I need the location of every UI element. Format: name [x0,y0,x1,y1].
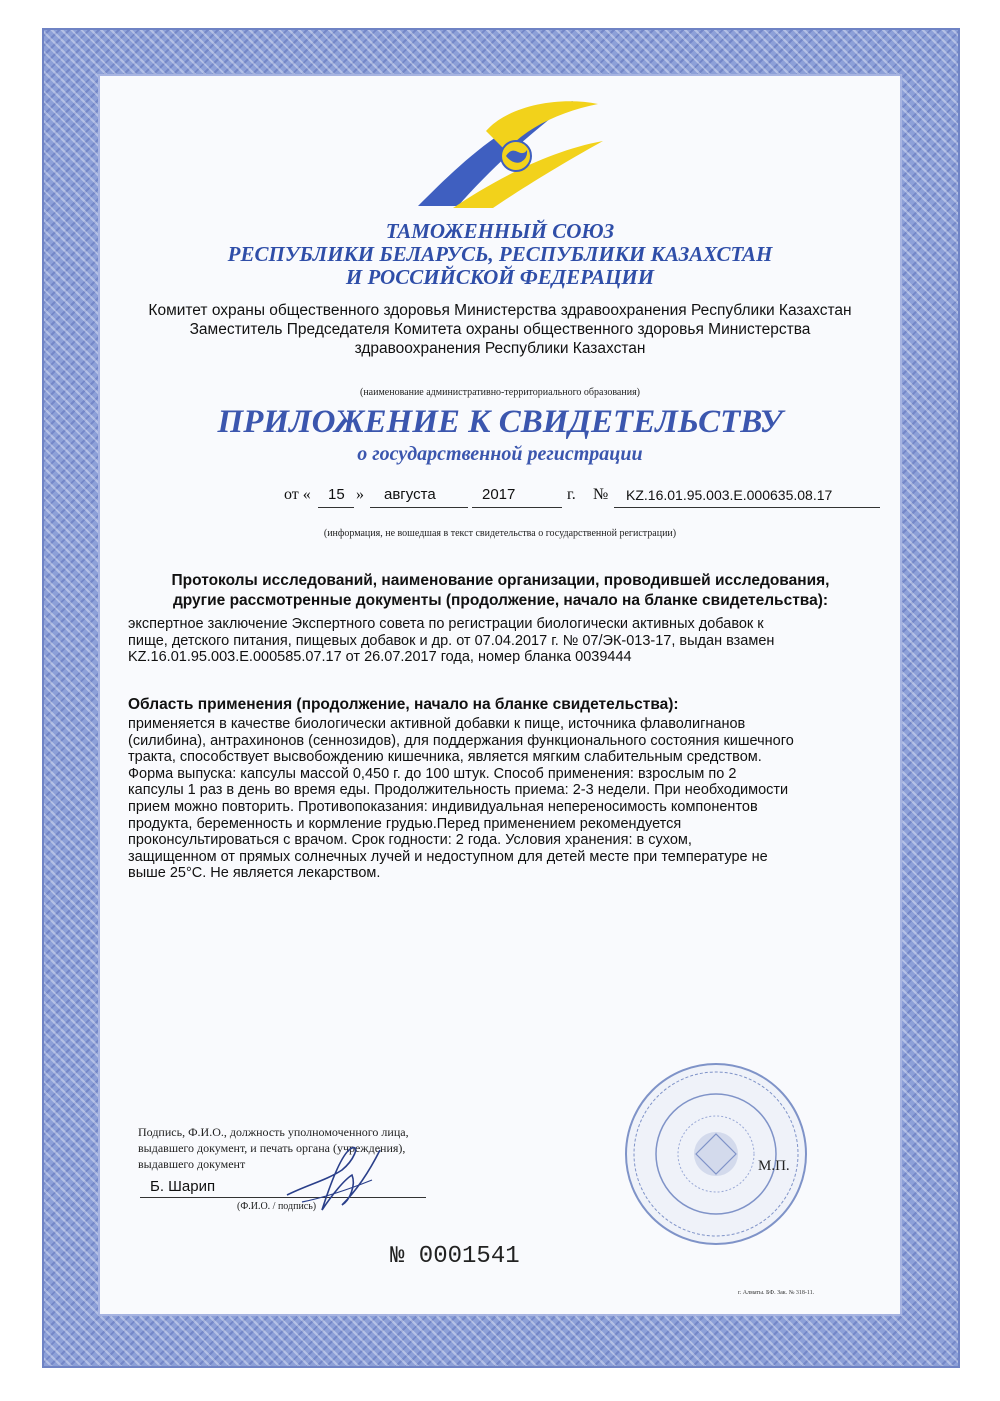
seal-place-label: М.П. [758,1158,790,1174]
union-title-line1: ТАМОЖЕННЫЙ СОЮЗ [385,219,615,243]
number-sign: № [593,486,609,503]
signer-name: Б. Шарип [150,1178,216,1195]
page-title: ПРИЛОЖЕНИЕ К СВИДЕТЕЛЬСТВУ [217,404,783,440]
signer-caption: (Ф.И.О. / подпись) [237,1201,317,1212]
registration-number: KZ.16.01.95.003.E.000635.08.17 [626,487,833,503]
text-line: проконсультироваться с врачом. Срок годности: 2 года. Условия хранения: в сухом, [128,832,692,849]
date-year: 2017 [482,486,516,503]
date-prefix: от « [284,486,311,503]
protocols-heading-line2: другие рассмотренные документы (продолжение, начало на бланке свидетельства): [172,592,829,609]
text-line: KZ.16.01.95.003.E.000585.07.17 от 26.07.2017 года, номер бланка 0039444 [128,649,632,666]
official-seal-stamp-icon [622,1060,810,1248]
signature-note-line2: выдавшего документ, и печать органа (учреждения), [138,1141,406,1155]
union-title-line2: РЕСПУБЛИКИ БЕЛАРУСЬ, РЕСПУБЛИКИ КАЗАХСТАН [227,242,773,266]
text-line: защищенном от прямых солнечных лучей и недоступном для детей месте при температуре не [128,848,768,865]
text-line: экспертное заключение Экспертного совета по регистрации биологически активных добавок к [128,616,764,632]
signature-note-line1: Подпись, Ф.И.О., должность уполномоченного лица, [138,1125,409,1139]
committee-line1: Комитет охраны общественного здоровья Министерства здравоохранения Республики Казахстан [148,302,852,319]
signature-note-line3: выдавшего документ [138,1157,246,1171]
date-close-quote: » [356,486,364,503]
text-line: Форма выпуска: капсулы массой 0,450 г. до 100 штук. Способ применения: взрослым по 2 [128,765,737,782]
text-line: тракта, способствует высвобождению кишечника, является мягким слабительным средством. [128,749,762,766]
text-line: капсулы 1 раз в день во время еды. Продолжительность приема: 2-3 недели. При необходимости [128,782,789,799]
customs-union-logo-icon [398,96,608,216]
text-line: (силибина), антрахинонов (сеннозидов), для поддержания функционального состояния кишечного [128,732,794,749]
scope-text [128,716,888,882]
form-number: № 0001541 [390,1243,520,1270]
text-line: выше 25°С. Не является лекарством. [128,865,381,882]
protocols-text [128,616,888,666]
text-line: продукта, беременность и кормление грудью.Перед применением рекомендуется [128,815,682,832]
date-year-suffix: г. [567,486,576,503]
date-day: 15 [328,486,345,503]
page-subtitle: о государственной регистрации [357,443,643,465]
scope-heading: Область применения (продолжение, начало на бланке свидетельства): [128,696,679,713]
admin-territory-note: (наименование административно-территориального образования) [359,387,640,398]
committee-line2: Заместитель Председателя Комитета охраны общественного здоровья Министерства [189,321,811,338]
handwritten-signature-icon [282,1140,392,1220]
text-line: прием можно повторить. Противопоказания: индивидуальная непереносимость компонентов [128,798,758,815]
date-month: августа [384,486,436,503]
text-line: пище, детского питания, пищевых добавок и др. от 07.04.2017 г. № 07/ЭК-013-17, выдан взамен [128,632,775,649]
committee-line3: здравоохранения Республики Казахстан [354,340,646,357]
text-line: применяется в качестве биологически активной добавки к пище, источника флаволигнанов [128,716,746,732]
protocols-heading-line1: Протоколы исследований, наименование организации, проводившей исследования, [171,572,830,589]
union-title-line3: И РОССИЙСКОЙ ФЕДЕРАЦИИ [345,265,655,289]
printer-note: г. Алматы. БФ. Зак. № 318-11. [738,1290,815,1296]
info-note: (информация, не вошедшая в текст свидетельства о государственной регистрации) [323,528,677,539]
